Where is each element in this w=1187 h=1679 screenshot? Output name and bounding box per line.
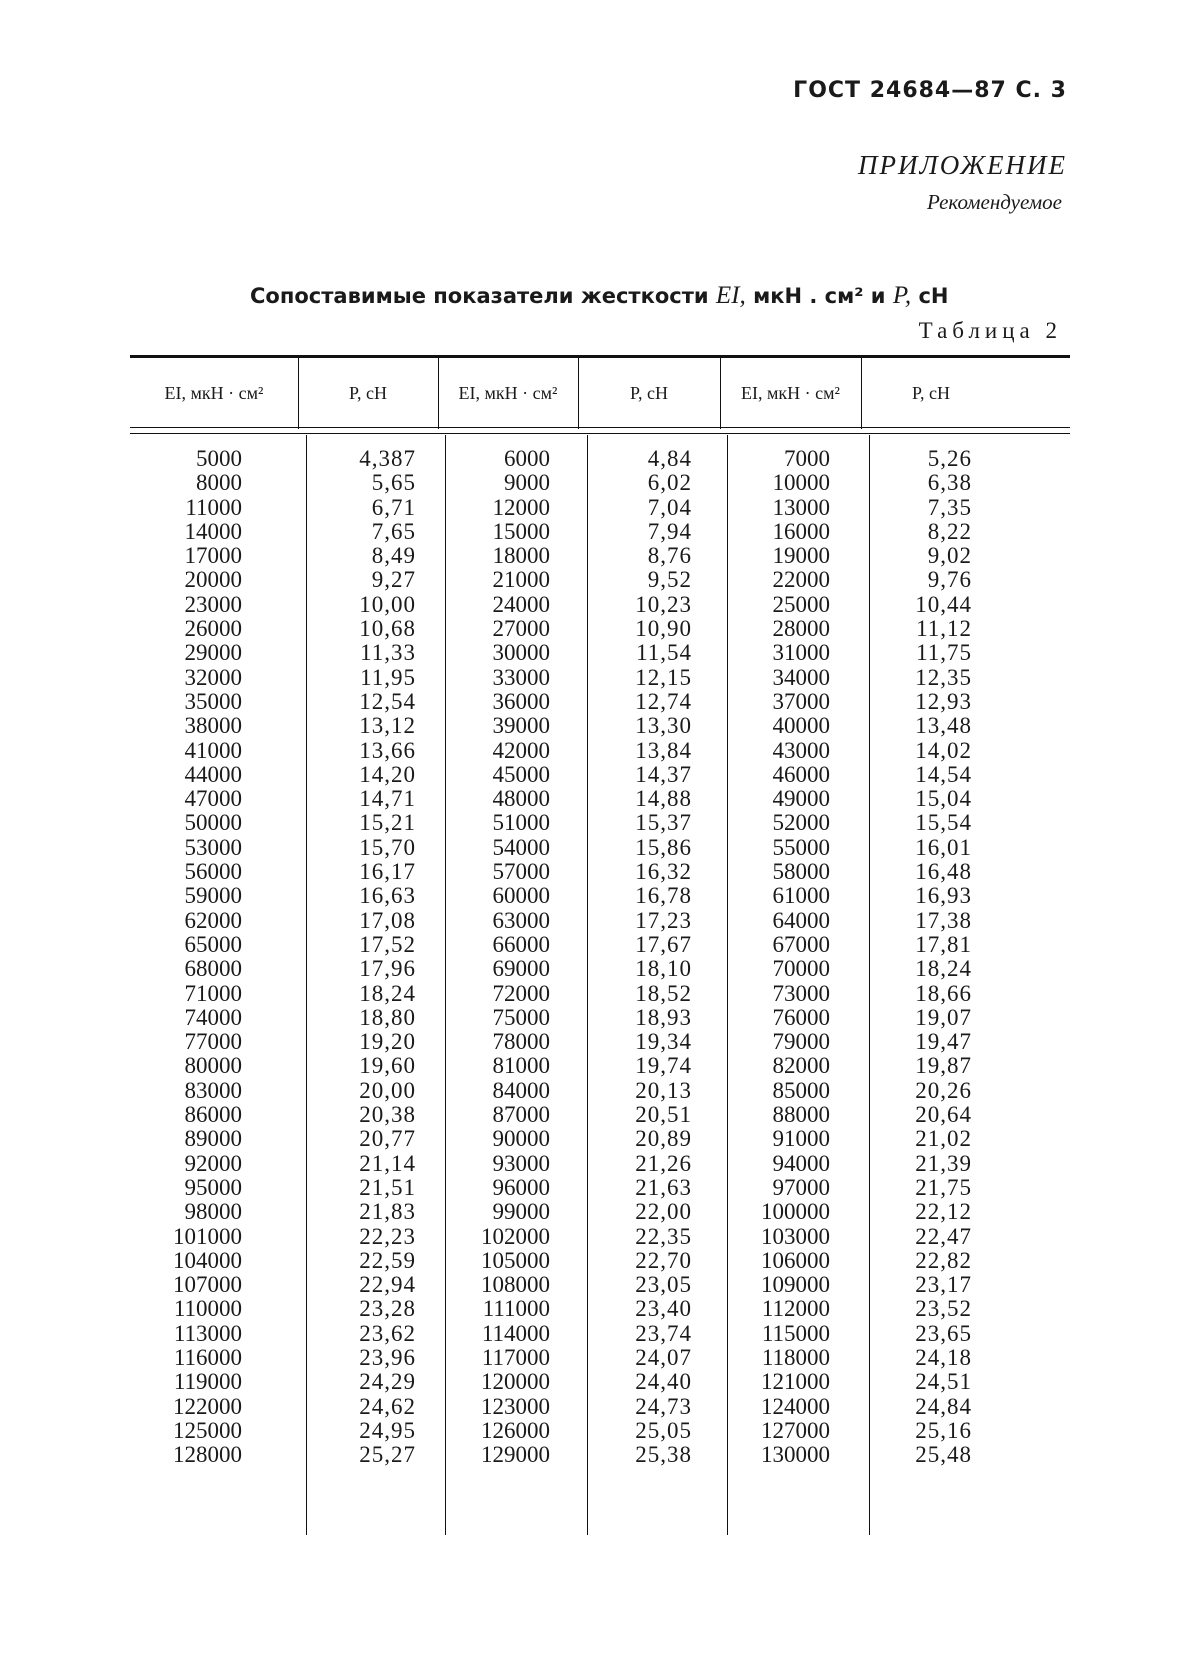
appendix-subtitle: Рекомендуемое: [927, 190, 1062, 214]
caption-text: Сопоставимые показатели жесткости: [250, 284, 709, 308]
table-cell: 17,08: [359, 907, 416, 933]
table-cell: 18,66: [915, 980, 972, 1006]
table-cell: 25,48: [915, 1442, 972, 1468]
table-cell: 86000: [184, 1102, 242, 1128]
table-cell: 12,35: [915, 664, 972, 690]
table-cell: 16,93: [915, 883, 972, 909]
table-cell: 17,52: [359, 931, 416, 957]
table-top-rule: [130, 355, 1070, 358]
table-cell: 19,07: [915, 1004, 972, 1030]
table-cell: 16,01: [915, 834, 972, 860]
table-cell: 9,52: [647, 567, 692, 593]
table-cell: 5,65: [371, 470, 416, 496]
table-cell: 13000: [772, 494, 830, 520]
table-cell: 92000: [184, 1150, 242, 1176]
table-cell: 61000: [772, 883, 830, 909]
table-cell: 22,23: [359, 1223, 416, 1249]
table-cell: 10,44: [915, 591, 972, 617]
table-cell: 59000: [184, 883, 242, 909]
table-cell: 129000: [481, 1442, 550, 1468]
table-cell: 25,16: [915, 1417, 972, 1443]
table-cell: 126000: [481, 1417, 550, 1443]
table-cell: 24,84: [915, 1393, 972, 1419]
table-cell: 76000: [772, 1004, 830, 1030]
table-cell: 14,54: [915, 761, 972, 787]
table-cell: 44000: [184, 761, 242, 787]
table-cell: 21,75: [915, 1174, 972, 1200]
header-p-3: P, сН: [911, 382, 950, 403]
table-cell: 50000: [184, 810, 242, 836]
table-cell: 71000: [184, 980, 242, 1006]
table-cell: 122000: [173, 1393, 242, 1419]
table-cell: 19,74: [635, 1053, 692, 1079]
table-cell: 80000: [184, 1053, 242, 1079]
table-cell: 93000: [492, 1150, 550, 1176]
table-cell: 119000: [173, 1369, 242, 1395]
table-cell: 39000: [492, 713, 550, 739]
table-cell: 34000: [772, 664, 830, 690]
table-cell: 78000: [492, 1029, 550, 1055]
table-cell: 95000: [184, 1174, 242, 1200]
caption-units2: сН: [918, 284, 949, 308]
table-cell: 31000: [772, 640, 830, 666]
table-cell: 7,04: [647, 494, 692, 520]
column-ei-1: [150, 447, 242, 1467]
table-cell: 91000: [772, 1126, 830, 1152]
table-cell: 16,17: [359, 859, 416, 885]
table-cell: 7,35: [927, 494, 972, 520]
table-cell: 103000: [761, 1223, 830, 1249]
table-cell: 41000: [184, 737, 242, 763]
column-p-2: [600, 447, 692, 1467]
table-cell: 100000: [761, 1199, 830, 1225]
header-rule-double: [130, 433, 1070, 434]
table-cell: 68000: [184, 956, 242, 982]
table-cell: 6000: [504, 446, 550, 471]
table-cell: 57000: [492, 859, 550, 885]
table-cell: 79000: [772, 1029, 830, 1055]
table-cell: 70000: [772, 956, 830, 982]
table-cell: 23,52: [915, 1296, 972, 1322]
table-cell: 18,24: [915, 956, 972, 982]
table-cell: 121000: [761, 1369, 830, 1395]
header-p-2: P, сН: [629, 382, 668, 403]
table-cell: 53000: [184, 834, 242, 860]
table-cell: 5,26: [927, 446, 972, 471]
table-cell: 15,21: [359, 810, 416, 836]
table-cell: 96000: [492, 1174, 550, 1200]
column-ei-2: [450, 447, 550, 1467]
table-cell: 9,27: [371, 567, 416, 593]
table-number: Таблица 2: [918, 318, 1062, 343]
table-cell: 75000: [492, 1004, 550, 1030]
table-cell: 85000: [772, 1077, 830, 1103]
table-cell: 130000: [761, 1442, 830, 1468]
table-cell: 37000: [772, 688, 830, 714]
table-cell: 115000: [761, 1320, 830, 1346]
table-cell: 25,38: [635, 1442, 692, 1468]
document-header: ГОСТ 24684—87 С. 3: [793, 78, 1067, 103]
table-cell: 19,47: [915, 1029, 972, 1055]
table-cell: 20,00: [359, 1077, 416, 1103]
table-cell: 15,54: [915, 810, 972, 836]
table-cell: 14,20: [359, 761, 416, 787]
table-cell: 21,14: [359, 1150, 416, 1176]
table-cell: 108000: [481, 1272, 550, 1298]
table-cell: 24,95: [359, 1417, 416, 1443]
table-cell: 19,34: [635, 1029, 692, 1055]
table-cell: 22,94: [359, 1272, 416, 1298]
table-cell: 114000: [481, 1320, 550, 1346]
table-cell: 18000: [492, 543, 550, 569]
table-cell: 11,54: [636, 640, 692, 666]
table-cell: 81000: [492, 1053, 550, 1079]
header-ei-3: EI, мкН · см²: [741, 382, 840, 403]
table-cell: 22,12: [915, 1199, 972, 1225]
table-cell: 22,70: [635, 1247, 692, 1273]
table-cell: 13,66: [359, 737, 416, 763]
table-cell: 64000: [772, 907, 830, 933]
table-cell: 77000: [184, 1029, 242, 1055]
table-cell: 5000: [196, 446, 242, 471]
caption-units1: мкН . см² и: [753, 284, 886, 308]
table-cell: 7000: [784, 446, 830, 471]
table-cell: 97000: [772, 1174, 830, 1200]
table-cell: 33000: [492, 664, 550, 690]
stiffness-table: [130, 355, 1070, 1535]
table-cell: 23,05: [635, 1272, 692, 1298]
table-cell: 94000: [772, 1150, 830, 1176]
table-cell: 124000: [761, 1393, 830, 1419]
table-cell: 8000: [196, 470, 242, 496]
table-cell: 120000: [481, 1369, 550, 1395]
table-cell: 24,62: [359, 1393, 416, 1419]
column-divider: [587, 435, 588, 1535]
table-cell: 36000: [492, 688, 550, 714]
table-cell: 72000: [492, 980, 550, 1006]
table-cell: 7,65: [371, 518, 416, 544]
table-cell: 11,33: [360, 640, 416, 666]
table-cell: 73000: [772, 980, 830, 1006]
column-divider: [445, 435, 446, 1535]
table-cell: 20,38: [359, 1102, 416, 1128]
table-caption: [250, 282, 950, 310]
table-cell: 99000: [492, 1199, 550, 1225]
table-cell: 25,05: [635, 1417, 692, 1443]
table-cell: 16,32: [635, 859, 692, 885]
table-cell: 65000: [184, 931, 242, 957]
table-cell: 10,23: [635, 591, 692, 617]
table-cell: 58000: [772, 859, 830, 885]
table-cell: 15,86: [635, 834, 692, 860]
table-cell: 127000: [761, 1417, 830, 1443]
table-cell: 20,26: [915, 1077, 972, 1103]
table-cell: 15,70: [359, 834, 416, 860]
table-cell: 24000: [492, 591, 550, 617]
table-cell: 17,81: [915, 931, 972, 957]
column-divider: [727, 435, 728, 1535]
table-cell: 21,51: [359, 1174, 416, 1200]
table-cell: 22,00: [635, 1199, 692, 1225]
table-cell: 45000: [492, 761, 550, 787]
table-cell: 38000: [184, 713, 242, 739]
table-cell: 11,75: [916, 640, 972, 666]
table-cell: 21000: [492, 567, 550, 593]
table-cell: 11,95: [360, 664, 416, 690]
table-cell: 15,37: [635, 810, 692, 836]
table-cell: 21,26: [635, 1150, 692, 1176]
table-cell: 23000: [184, 591, 242, 617]
table-cell: 109000: [761, 1272, 830, 1298]
table-cell: 15,04: [915, 786, 972, 812]
table-cell: 25000: [772, 591, 830, 617]
table-cell: 16000: [772, 518, 830, 544]
table-cell: 43000: [772, 737, 830, 763]
table-cell: 14,37: [635, 761, 692, 787]
table-cell: 40000: [772, 713, 830, 739]
table-cell: 13,48: [915, 713, 972, 739]
table-cell: 18,93: [635, 1004, 692, 1030]
table-cell: 107000: [173, 1272, 242, 1298]
table-cell: 60000: [492, 883, 550, 909]
table-cell: 24,73: [635, 1393, 692, 1419]
table-cell: 42000: [492, 737, 550, 763]
table-cell: 14000: [184, 518, 242, 544]
header-ei-2: EI, мкН · см²: [458, 382, 558, 403]
table-cell: 22000: [772, 567, 830, 593]
table-cell: 17,23: [635, 907, 692, 933]
table-cell: 84000: [492, 1077, 550, 1103]
table-cell: 123000: [481, 1393, 550, 1419]
table-cell: 10000: [772, 470, 830, 496]
table-cell: 19,20: [359, 1029, 416, 1055]
table-cell: 118000: [761, 1344, 830, 1370]
table-cell: 24,18: [915, 1344, 972, 1370]
table-cell: 21,39: [915, 1150, 972, 1176]
table-cell: 13,84: [635, 737, 692, 763]
table-cell: 8,22: [927, 518, 972, 544]
table-cell: 69000: [492, 956, 550, 982]
table-cell: 28000: [772, 616, 830, 642]
table-cell: 10,68: [359, 616, 416, 642]
table-cell: 18,80: [359, 1004, 416, 1030]
table-cell: 19,87: [915, 1053, 972, 1079]
column-p-3: [880, 447, 972, 1467]
table-cell: 23,28: [359, 1296, 416, 1322]
table-cell: 110000: [173, 1296, 242, 1322]
table-cell: 105000: [481, 1247, 550, 1273]
table-cell: 54000: [492, 834, 550, 860]
table-cell: 22,82: [915, 1247, 972, 1273]
table-cell: 27000: [492, 616, 550, 642]
table-cell: 6,02: [647, 470, 692, 496]
table-cell: 20,64: [915, 1102, 972, 1128]
table-cell: 48000: [492, 786, 550, 812]
table-cell: 125000: [173, 1417, 242, 1443]
table-cell: 22,35: [635, 1223, 692, 1249]
table-cell: 21,63: [635, 1174, 692, 1200]
table-cell: 16,48: [915, 859, 972, 885]
table-cell: 23,96: [359, 1344, 416, 1370]
table-cell: 113000: [173, 1320, 242, 1346]
table-cell: 17,96: [359, 956, 416, 982]
table-cell: 6,38: [927, 470, 972, 496]
table-cell: 21,02: [915, 1126, 972, 1152]
table-cell: 12000: [492, 494, 550, 520]
table-cell: 9,76: [927, 567, 972, 593]
appendix-title: ПРИЛОЖЕНИЕ: [858, 150, 1067, 180]
table-cell: 6,71: [371, 494, 416, 520]
table-cell: 14,71: [359, 786, 416, 812]
table-cell: 22,47: [915, 1223, 972, 1249]
table-cell: 23,62: [359, 1320, 416, 1346]
table-cell: 102000: [481, 1223, 550, 1249]
table-cell: 46000: [772, 761, 830, 787]
table-cell: 32000: [184, 664, 242, 690]
column-ei-3: [730, 447, 830, 1467]
table-cell: 89000: [184, 1126, 242, 1152]
table-cell: 12,15: [635, 664, 692, 690]
table-cell: 24,07: [635, 1344, 692, 1370]
table-cell: 18,10: [635, 956, 692, 982]
table-cell: 14,88: [635, 786, 692, 812]
table-cell: 20,77: [359, 1126, 416, 1152]
table-cell: 23,65: [915, 1320, 972, 1346]
table-cell: 62000: [184, 907, 242, 933]
table-cell: 106000: [761, 1247, 830, 1273]
table-cell: 117000: [481, 1344, 550, 1370]
table-cell: 98000: [184, 1199, 242, 1225]
table-cell: 116000: [173, 1344, 242, 1370]
table-cell: 90000: [492, 1126, 550, 1152]
table-cell: 63000: [492, 907, 550, 933]
table-cell: 20,51: [635, 1102, 692, 1128]
table-cell: 12,74: [635, 688, 692, 714]
table-cell: 19,60: [359, 1053, 416, 1079]
table-cell: 9000: [504, 470, 550, 496]
table-cell: 24,51: [915, 1369, 972, 1395]
column-divider: [306, 435, 307, 1535]
table-cell: 111000: [482, 1296, 550, 1322]
table-cell: 104000: [173, 1247, 242, 1273]
table-cell: 35000: [184, 688, 242, 714]
table-cell: 74000: [184, 1004, 242, 1030]
table-cell: 29000: [184, 640, 242, 666]
table-cell: 12,54: [359, 688, 416, 714]
header-rule: [130, 427, 1070, 428]
header-p-1: P, сН: [348, 382, 387, 403]
table-cell: 24,29: [359, 1369, 416, 1395]
table-cell: 23,17: [915, 1272, 972, 1298]
column-divider: [869, 435, 870, 1535]
table-cell: 88000: [772, 1102, 830, 1128]
table-cell: 55000: [772, 834, 830, 860]
table-cell: 11000: [185, 494, 242, 520]
table-cell: 47000: [184, 786, 242, 812]
table-cell: 10,00: [359, 591, 416, 617]
table-cell: 51000: [492, 810, 550, 836]
table-cell: 20,13: [635, 1077, 692, 1103]
table-cell: 14,02: [915, 737, 972, 763]
table-cell: 15000: [492, 518, 550, 544]
table-cell: 21,83: [359, 1199, 416, 1225]
table-cell: 11,12: [916, 616, 972, 642]
table-cell: 18,24: [359, 980, 416, 1006]
table-cell: 12,93: [915, 688, 972, 714]
table-cell: 23,74: [635, 1320, 692, 1346]
table-cell: 101000: [173, 1223, 242, 1249]
table-cell: 22,59: [359, 1247, 416, 1273]
table-cell: 7,94: [647, 518, 692, 544]
table-cell: 87000: [492, 1102, 550, 1128]
table-cell: 17,67: [635, 931, 692, 957]
table-cell: 19000: [772, 543, 830, 569]
table-cell: 25,27: [359, 1442, 416, 1468]
table-cell: 20,89: [635, 1126, 692, 1152]
table-cell: 20000: [184, 567, 242, 593]
table-cell: 52000: [772, 810, 830, 836]
table-cell: 67000: [772, 931, 830, 957]
table-cell: 16,78: [635, 883, 692, 909]
table-cell: 13,12: [359, 713, 416, 739]
table-cell: 66000: [492, 931, 550, 957]
table-cell: 13,30: [635, 713, 692, 739]
table-cell: 24,40: [635, 1369, 692, 1395]
table-cell: 56000: [184, 859, 242, 885]
caption-ei: EI,: [715, 282, 746, 309]
table-cell: 23,40: [635, 1296, 692, 1322]
table-cell: 16,63: [359, 883, 416, 909]
header-ei-1: EI, мкН · см²: [164, 382, 264, 403]
table-cell: 18,52: [635, 980, 692, 1006]
table-cell: 4,84: [647, 446, 692, 471]
table-cell: 30000: [492, 640, 550, 666]
table-cell: 8,76: [647, 543, 692, 569]
table-cell: 17000: [184, 543, 242, 569]
caption-p: P,: [892, 282, 912, 309]
column-p-1: [320, 447, 416, 1467]
table-cell: 26000: [184, 616, 242, 642]
table-cell: 8,49: [371, 543, 416, 569]
table-cell: 17,38: [915, 907, 972, 933]
table-cell: 83000: [184, 1077, 242, 1103]
table-cell: 128000: [173, 1442, 242, 1468]
table-cell: 4,387: [359, 446, 416, 471]
table-cell: 112000: [761, 1296, 830, 1322]
table-cell: 9,02: [927, 543, 972, 569]
table-cell: 10,90: [635, 616, 692, 642]
table-cell: 82000: [772, 1053, 830, 1079]
table-cell: 49000: [772, 786, 830, 812]
